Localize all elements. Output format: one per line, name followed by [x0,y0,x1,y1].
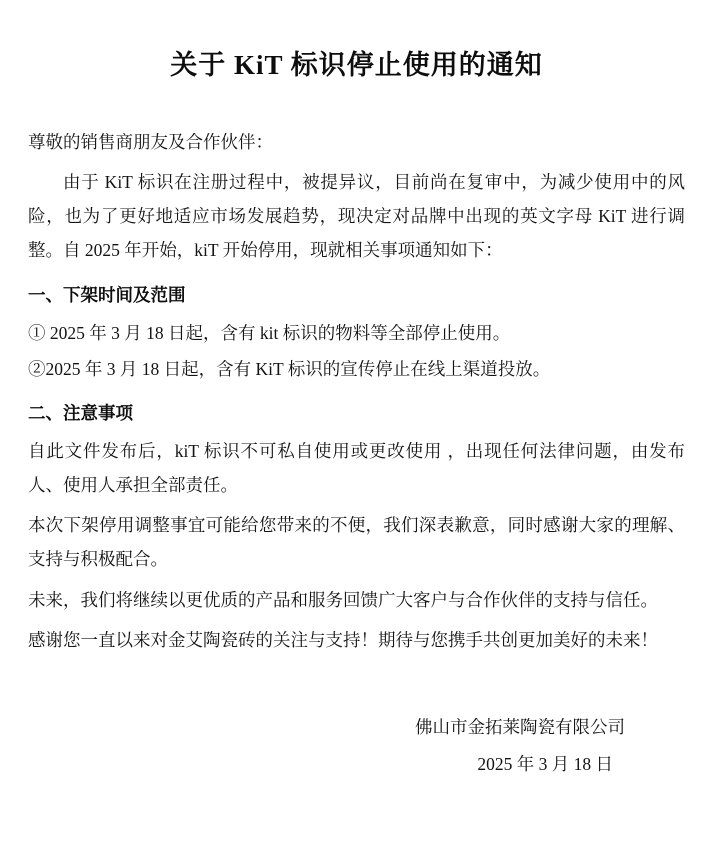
section-heading-2: 二、注意事项 [28,402,133,423]
intro-paragraph: 由于 KiT 标识在注册过程中，被提异议，目前尚在复审中，为减少使用中的风险，也为了更好地适应市场发展趋势，现决定对品牌中出现的英文字母 KiT 进行调整。自 2025 年开始，kiT 开始停用，现就相关事项通知如下： [28,172,685,261]
list-item: ②2025 年 3 月 18 日起，含有 KiT 标识的宣传停止在线上渠道投放。 [28,358,551,379]
signature-block [28,709,685,783]
list-item: ① 2025 年 3 月 18 日起，含有 kit 标识的物料等全部停止使用。 [28,322,511,343]
signature-company: 佛山市金拓莱陶瓷有限公司 [415,716,625,737]
signature-date: 2025 年 3 月 18 日 [477,753,613,774]
notice-paragraph: 感谢您一直以来对金艾陶瓷砖的关注与支持！期待与您携手共创更加美好的未来！ [28,629,658,650]
section-heading-1: 一、下架时间及范围 [28,284,186,305]
salutation: 尊敬的销售商朋友及合作伙伴： [28,132,273,153]
notice-paragraph: 本次下架停用调整事宜可能给您带来的不便，我们深表歉意，同时感谢大家的理解、支持与积极配合。 [28,515,685,570]
notice-paragraph: 自此文件发布后，kiT 标识不可私自使用或更改使用 ，出现任何法律问题，由发布人、使用人承担全部责任。 [28,441,685,496]
document-body [28,125,685,657]
notice-paragraph: 未来，我们将继续以更优质的产品和服务回馈广大客户与合作伙伴的支持与信任。 [28,589,658,610]
page-title: 关于 KiT 标识停止使用的通知 [170,50,543,80]
